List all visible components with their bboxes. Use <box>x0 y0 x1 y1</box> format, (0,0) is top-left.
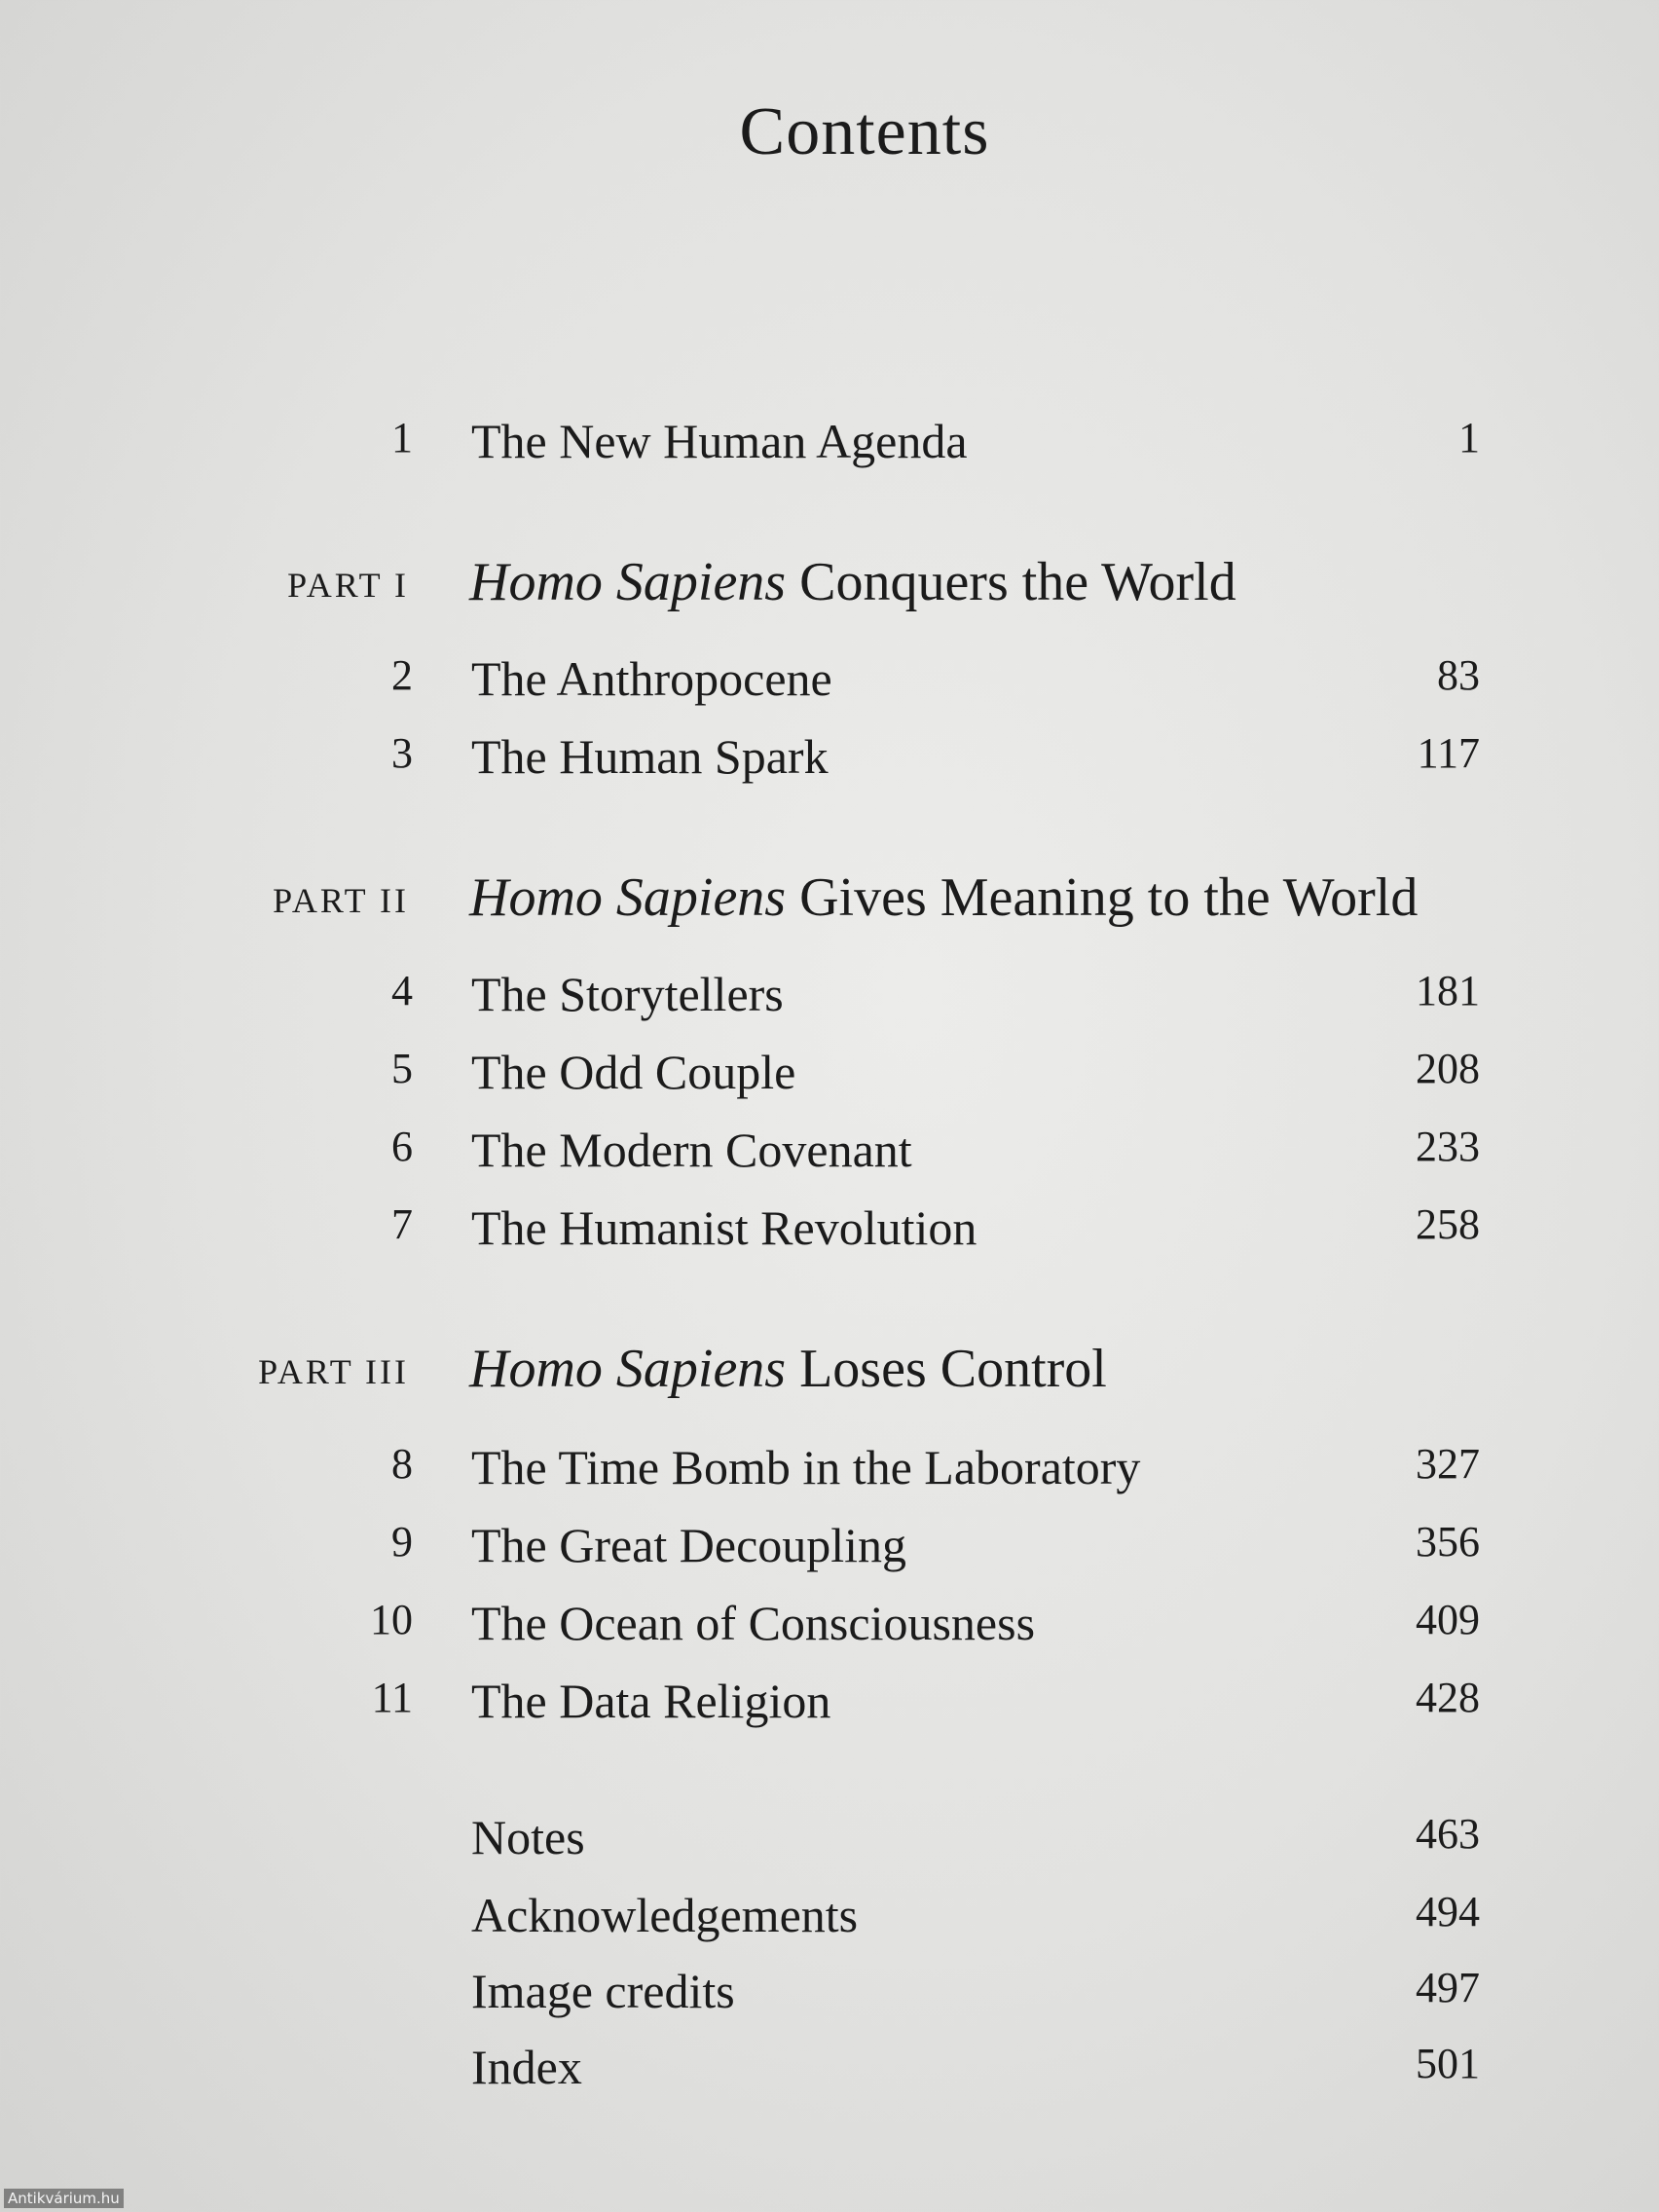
page-number: 463 <box>1416 1810 1480 1858</box>
chapter-title: The Modern Covenant <box>471 1123 912 1177</box>
page-number: 258 <box>1416 1200 1480 1248</box>
chapter-number: 6 <box>391 1123 413 1170</box>
page-number: 327 <box>1416 1440 1480 1488</box>
page-number: 409 <box>1416 1596 1480 1643</box>
chapter-number: 8 <box>391 1440 413 1488</box>
part-title <box>469 866 1418 929</box>
back-matter-title: Notes <box>471 1810 585 1864</box>
chapter-title: The Anthropocene <box>471 651 832 706</box>
chapter-number: 10 <box>370 1596 413 1643</box>
chapter-number: 4 <box>391 967 413 1014</box>
watermark: Antikvárium.hu <box>4 2189 124 2208</box>
part-label: PART II <box>273 881 409 920</box>
page-number: 83 <box>1437 651 1480 699</box>
part-label: PART I <box>287 566 409 605</box>
page-number: 501 <box>1416 2040 1480 2087</box>
chapter-title: The Humanist Revolution <box>471 1200 977 1255</box>
part-title <box>469 1338 1107 1400</box>
back-matter-title: Index <box>471 2040 582 2094</box>
part-title <box>469 551 1236 613</box>
page-number: 497 <box>1416 1964 1480 2011</box>
part-title-rest: Gives Meaning to the World <box>786 867 1419 928</box>
chapter-number: 5 <box>391 1045 413 1092</box>
page-title: Contents <box>739 94 990 169</box>
chapter-title: The New Human Agenda <box>471 414 968 468</box>
chapter-number: 9 <box>391 1518 413 1566</box>
part-title-italic: Homo Sapiens <box>469 867 787 928</box>
chapter-number: 11 <box>371 1674 413 1721</box>
page-number: 494 <box>1416 1888 1480 1936</box>
chapter-number: 3 <box>391 729 413 777</box>
part-title-rest: Loses Control <box>786 1339 1107 1399</box>
chapter-number: 1 <box>391 414 413 461</box>
chapter-number: 7 <box>391 1200 413 1248</box>
page-number: 181 <box>1416 967 1480 1014</box>
page-number: 356 <box>1416 1518 1480 1566</box>
chapter-title: The Great Decoupling <box>471 1518 907 1572</box>
page-number: 117 <box>1417 729 1480 777</box>
page-number: 233 <box>1416 1123 1480 1170</box>
chapter-title: The Time Bomb in the Laboratory <box>471 1440 1141 1494</box>
page-number: 428 <box>1416 1674 1480 1721</box>
back-matter-title: Acknowledgements <box>471 1888 859 1942</box>
chapter-title: The Storytellers <box>471 967 784 1021</box>
part-title-rest: Conquers the World <box>786 552 1236 612</box>
part-title-italic: Homo Sapiens <box>469 552 787 612</box>
chapter-title: The Human Spark <box>471 729 829 784</box>
part-label: PART III <box>258 1352 409 1391</box>
back-matter-title: Image credits <box>471 1964 735 2018</box>
chapter-title: The Data Religion <box>471 1674 831 1728</box>
part-title-italic: Homo Sapiens <box>469 1339 787 1399</box>
chapter-title: The Ocean of Consciousness <box>471 1596 1036 1650</box>
page-number: 208 <box>1416 1045 1480 1092</box>
page-number: 1 <box>1458 414 1480 461</box>
chapter-number: 2 <box>391 651 413 699</box>
chapter-title: The Odd Couple <box>471 1045 796 1099</box>
